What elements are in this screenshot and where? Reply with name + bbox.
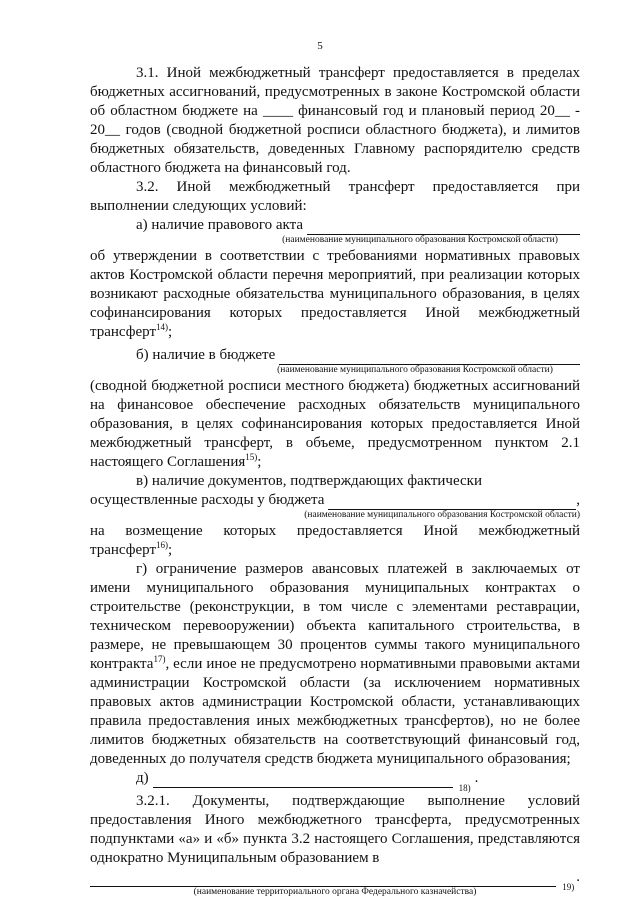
footnote-16: 16) [156,540,168,550]
footnote-17: 17) [153,654,166,664]
condition-d-blank [153,773,453,788]
condition-v-hint: (наименование муниципального образования Костромской области) [304,510,580,520]
condition-v-blank [328,495,576,510]
condition-d-lead: д) [136,770,149,786]
condition-a-text: об утверждении в соответствии с требованиями нормативных правовых актов Костромской области перечня мероприятий, при реализации которых возникают расходные обязательства муниципального образования, в целях софинансирования которых предоставляется Иной межбюджетный трансферт$^{14)}$; [90,248,580,340]
footnote-15: 15) [245,452,258,462]
paragraph-3-1: 3.1. Иной межбюджетный трансферт предоставляется в пределах бюджетных ассигнований, предусмотренных в законе Костромской области об областном бюджете на ____ финансовый год и плановый период 20__ - 20__ годов (сводной бюджетной росписи областного бюджета), и лимитов бюджетных обязательств, доведенных Главному распорядителю средств областного бюджета на финансовый год. [90,65,580,176]
footnote-14: 14) [156,322,168,332]
condition-d-line: д) 18) . [136,770,479,793]
condition-a-hint: (наименование муниципального образования Костромской области) [282,235,558,245]
page-number: 5 [317,40,323,52]
condition-a-blank [307,220,580,235]
condition-g-text: г) ограничение размеров авансовых платежей в заключаемых от имени муниципального образования муниципальных контрактах о строительстве (реконструкции, в том числе с элементами реставрации, техническом перевооружении) объекта капитального строительства, в размере, не превышающем 30 процентов суммы такого муниципального контракта$^{17)}$, если иное не предусмотрено нормативными правовыми актами администрации Костромской области (за исключением нормативных правовых актов администрации Костромской области, устанавливающих правила предоставления иных межбюджетных трансфертов), но не более лимитов бюджетных обязательств на соответствующий финансовый год, доведенных до получателя средств бюджета муниципального образования; [90,561,580,767]
condition-v-line2 [90,491,580,510]
paragraph-3-2: 3.2. Иной межбюджетный трансферт предоставляется при выполнении следующих условий: [90,179,580,214]
paragraph-3-2-1: 3.2.1. Документы, подтверждающие выполнение условий предоставления Иного межбюджетного трансферта, предусмотренных подпунктами «а» и «б» пункта 3.2 настоящего Соглашения, представляются однократно Муниципальным образованием в [90,793,580,866]
condition-b-line [90,346,580,365]
condition-a-line [90,216,580,235]
condition-v-comma: , [576,492,580,508]
condition-v-line1: в) наличие документов, подтверждающих фактически [136,473,482,489]
condition-b-blank [279,350,580,365]
condition-v-lead: осуществленные расходы у бюджета [90,492,325,508]
paragraph-3-2-1-hint: (наименование территориального органа Федерального казначейства) [193,887,477,897]
condition-b-text: (сводной бюджетной росписи местного бюджета) бюджетных ассигнований на финансовое обеспечение расходных обязательств муниципального образования, в целях софинансирования которых предоставляется Иной межбюджетный трансферт, в объеме, предусмотренном пунктом 2.1 настоящего Соглашения$^{15)}$; [90,378,580,470]
condition-a-lead: а) наличие правового акта [136,217,304,233]
document-body [90,64,580,899]
condition-v-text: на возмещение которых предоставляется Иной межбюджетный трансферт$^{16)}$; [90,523,580,558]
paragraph-3-2-1-blank [90,872,556,887]
paragraph-3-2-1-line: 19) . [90,868,580,887]
condition-b-hint: (наименование муниципального образования Костромской области) [277,365,553,375]
condition-b-lead: б) наличие в бюджете [136,347,276,363]
